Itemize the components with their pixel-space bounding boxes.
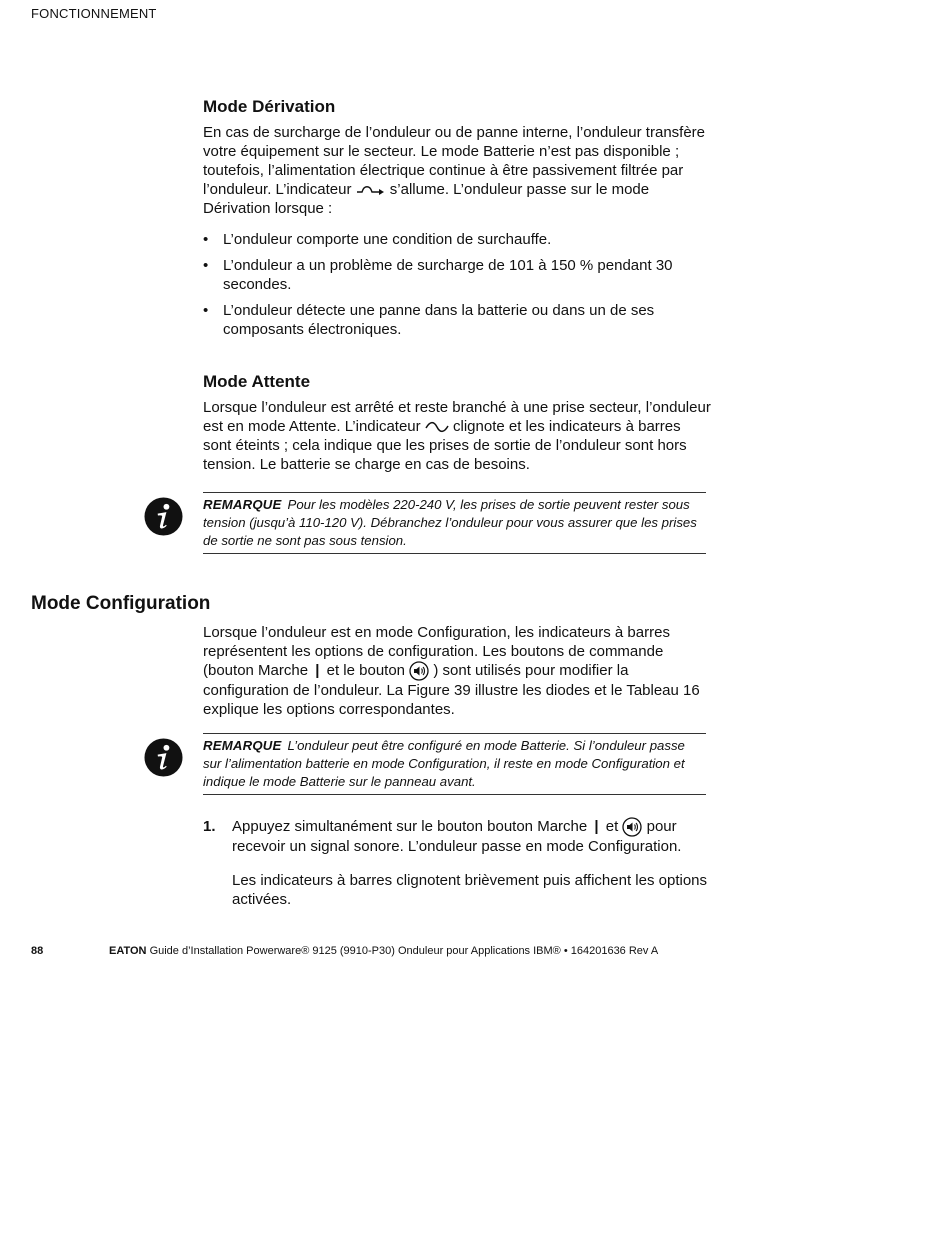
bullet: • xyxy=(203,302,209,319)
list-item: • L’onduleur a un problème de surcharge de 101 à 150 % pendant 30 secondes. xyxy=(203,257,673,293)
list-item: • L’onduleur comporte une condition de surchauffe. xyxy=(203,231,552,248)
running-head: FONCTIONNEMENT xyxy=(31,6,157,21)
footer-text: EATON Guide d’Installation Powerware® 9125 (9910-P30) Onduleur pour Applications IBM® • 164201636 Rev A xyxy=(109,945,659,957)
bullet: • xyxy=(203,231,209,248)
step-text: Appuyez simultanément sur le bouton bouton Marche | et pour recevoir un signal sonore. L’onduleur passe en mode Configuration. xyxy=(232,818,682,856)
config-section xyxy=(203,623,713,719)
brand: EATON xyxy=(109,945,147,957)
info-icon xyxy=(144,497,183,536)
info-icon xyxy=(144,738,183,777)
note-text: L’onduleur peut être configuré en mode Batterie. Si l’onduleur passe sur l’alimentation batterie en mode Configuration, il reste en mode Configuration et indique le mode Batterie sur le panneau avant. xyxy=(203,738,685,789)
sine-wave-icon xyxy=(425,421,449,433)
step-followup: Les indicateurs à barres clignotent brièvement puis affichent les options activées. xyxy=(232,872,707,909)
on-symbol: | xyxy=(594,818,599,835)
speaker-button-icon xyxy=(622,817,642,837)
standby-title: Mode Attente xyxy=(203,372,311,391)
config-note xyxy=(203,733,706,795)
on-symbol: | xyxy=(315,662,320,679)
bypass-section xyxy=(203,97,713,346)
config-paragraph: Lorsque l’onduleur est en mode Configuration, les indicateurs à barres représentent les options de configuration. Les boutons de commande (bouton Marche | et le bouton ) sont utilisés pour modifier la configuration de l’onduleur. La Figure 39 illustre les diodes et le Tableau 16 explique les options correspondantes. xyxy=(203,624,700,719)
note-text: Pour les modèles 220-240 V, les prises de sortie peuvent rester sous tension (jusqu’à 110-120 V). Débranchez l’onduleur pour vous assurer que les prises de sortie ne sont pas sous tension. xyxy=(203,497,697,548)
list-item: • L’onduleur détecte une panne dans la batterie ou dans un de ses composants électroniques. xyxy=(203,302,655,338)
bypass-paragraph xyxy=(203,123,713,218)
step-1 xyxy=(203,817,713,909)
speaker-button-icon xyxy=(409,661,429,681)
bypass-title: Mode Dérivation xyxy=(203,97,336,116)
bypass-list xyxy=(203,230,713,339)
page-number: 88 xyxy=(31,945,44,957)
standby-paragraph: Lorsque l’onduleur est arrêté et reste branché à une prise secteur, l’onduleur est en mode Attente. L’indicateur clignote et les indicateurs à barres sont éteints ; cela indique que les prises de sortie de l’onduleur sont hors tension. Le batterie se charge en cas de besoins. xyxy=(203,399,711,473)
step-number: 1. xyxy=(203,818,216,835)
config-title: Mode Configuration xyxy=(31,593,211,614)
bullet: • xyxy=(203,257,209,274)
bypass-arrow-icon xyxy=(356,184,386,196)
standby-note xyxy=(203,492,706,554)
bypass-para-a: En cas de surcharge de l’onduleur ou de panne interne, l’onduleur transfère votre équipement sur le secteur. Le mode Batterie n’est pas disponible ; toutefois, l’alimentation électrique continue à être passivement filtrée par l’onduleur. L’indicateur xyxy=(203,124,706,198)
standby-section xyxy=(203,372,713,474)
bypass-para-b: s’allume. L’onduleur passe sur le mode Dérivation lorsque : xyxy=(203,181,650,217)
note-label: REMARQUE xyxy=(203,497,282,512)
note-label: REMARQUE xyxy=(203,738,282,753)
